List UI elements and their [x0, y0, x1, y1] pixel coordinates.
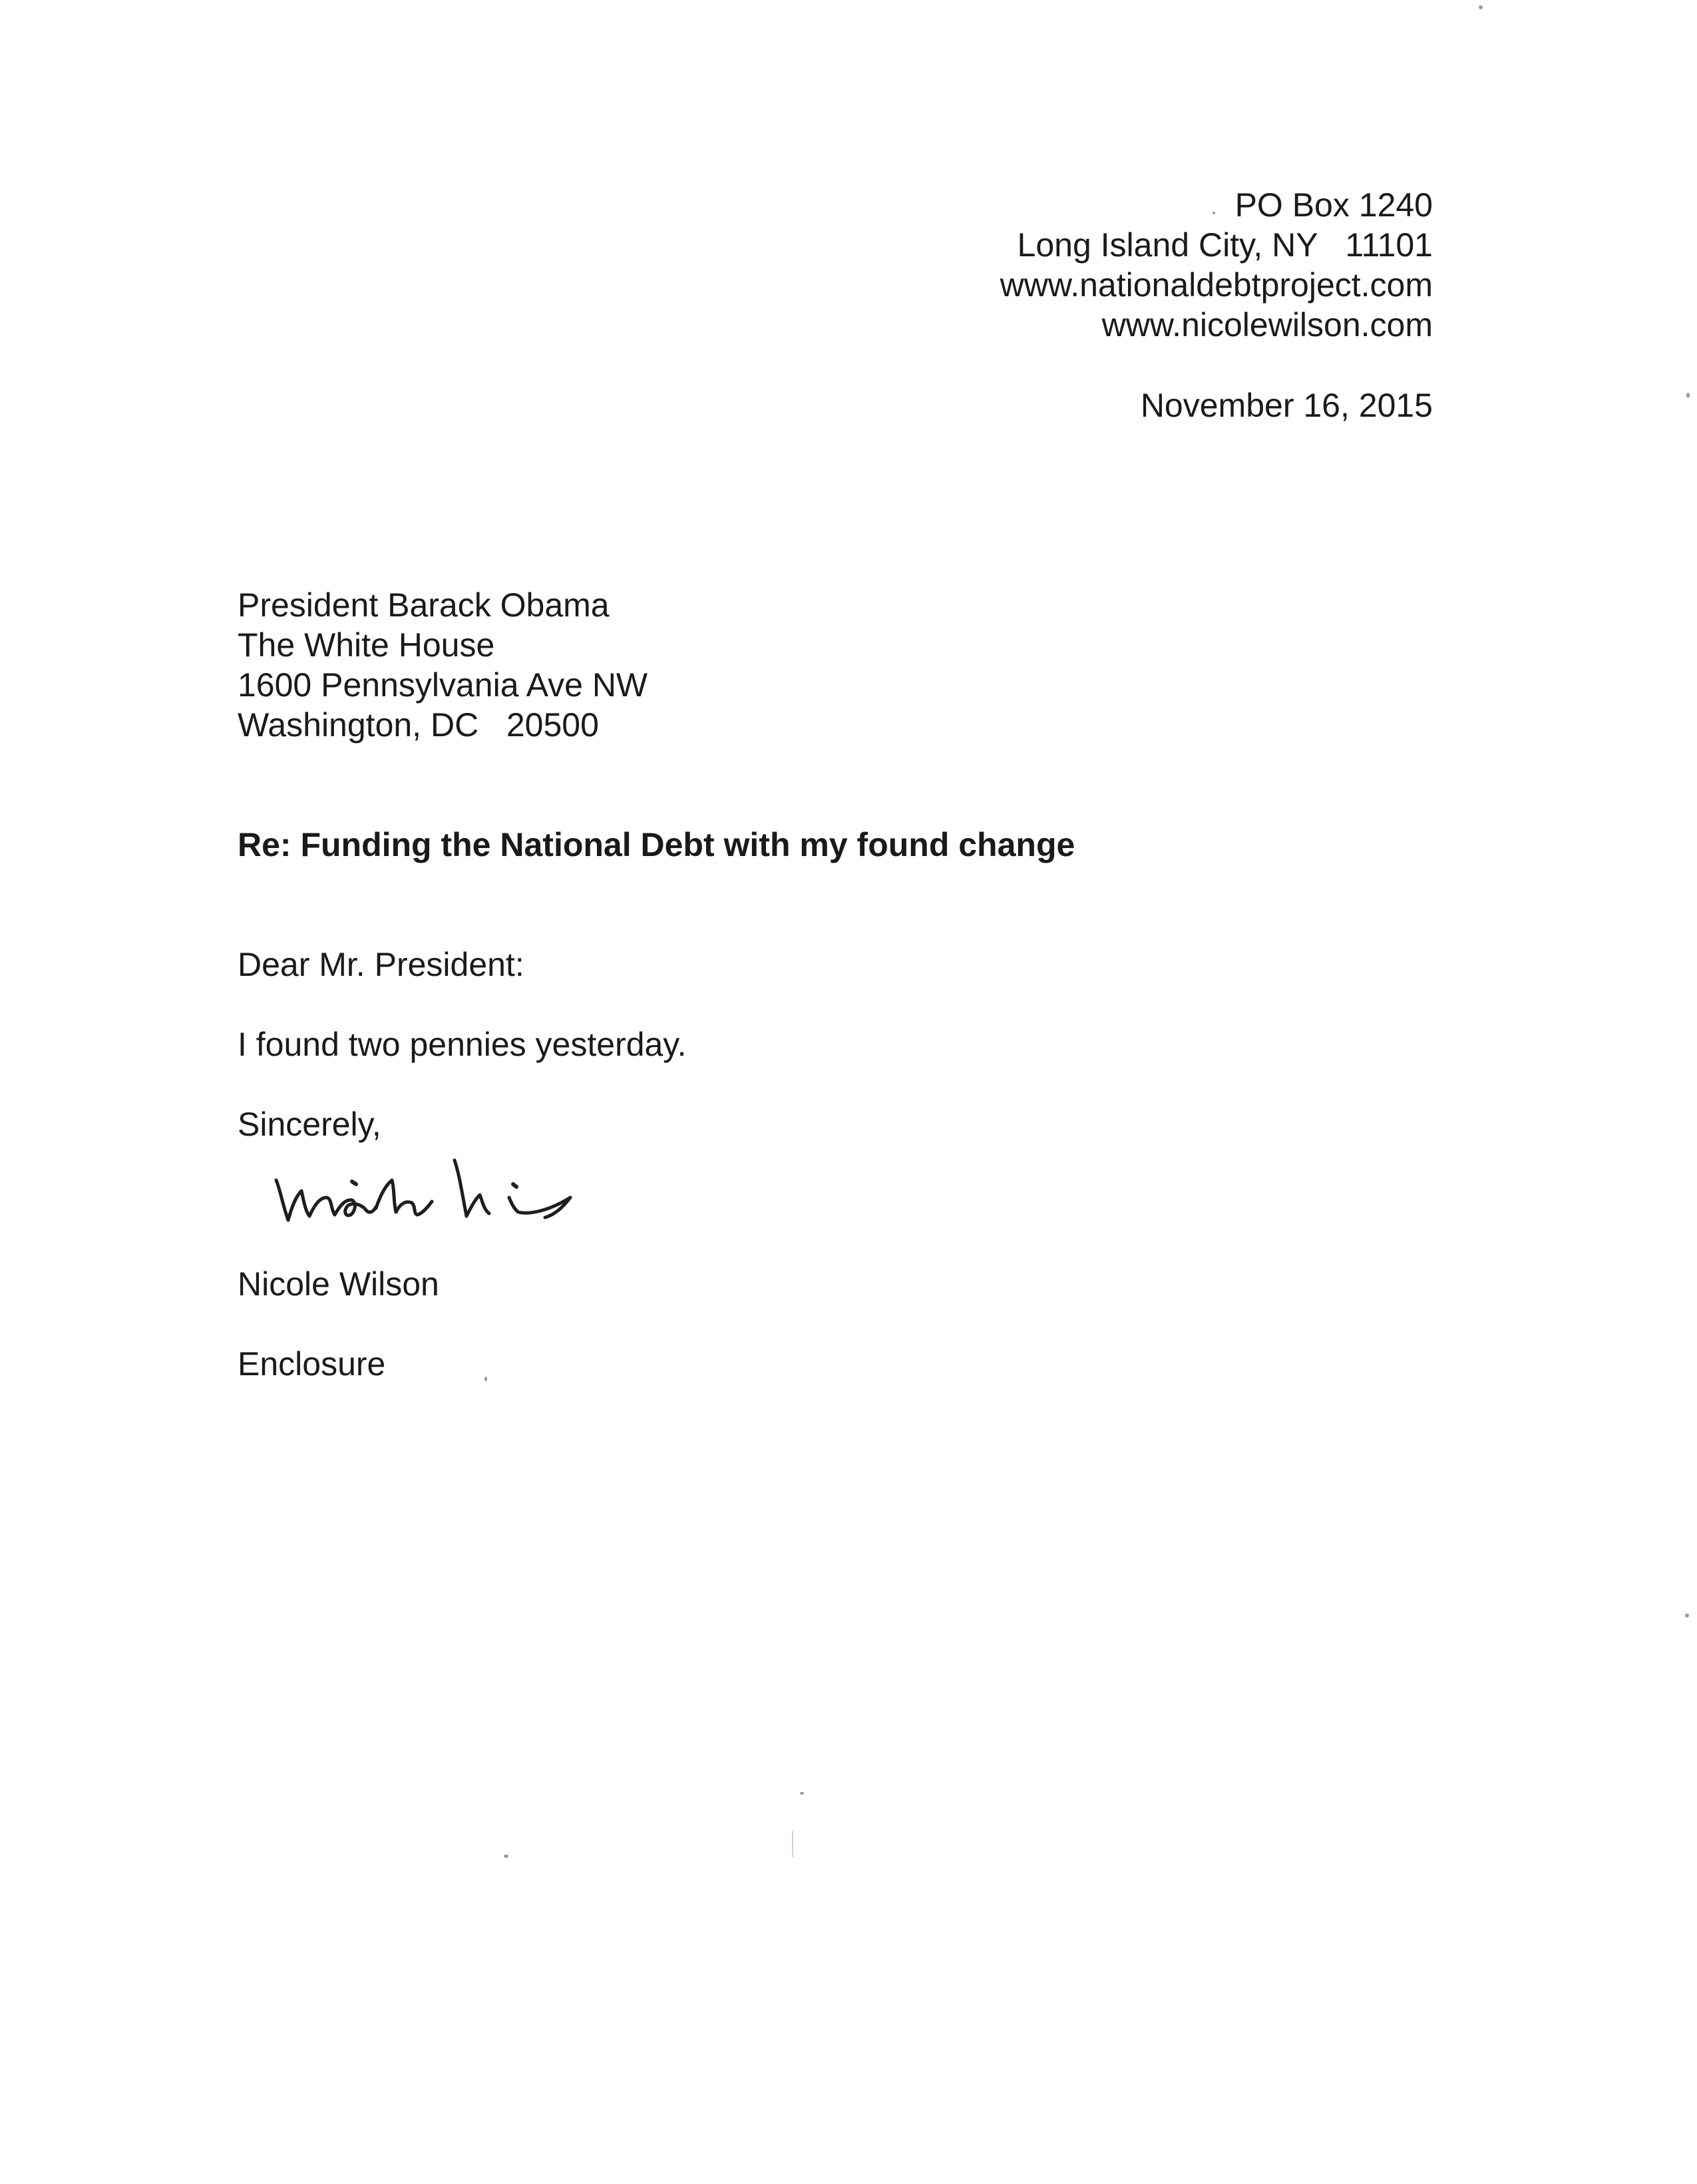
- sender-address-line2: Long Island City, NY 11101: [1017, 226, 1433, 264]
- scan-speck: [1685, 1614, 1689, 1618]
- scan-speck: [1686, 393, 1690, 398]
- scan-speck: [1479, 5, 1483, 9]
- scan-speck: [504, 1855, 508, 1858]
- letter-date: November 16, 2015: [1140, 387, 1433, 424]
- enclosure-notation: Enclosure: [238, 1345, 386, 1383]
- sender-website-2: www.nicolewilson.com: [1101, 306, 1433, 343]
- subject-line: Re: Funding the National Debt with my found change: [238, 826, 1075, 863]
- recipient-name: President Barack Obama: [238, 586, 610, 624]
- scan-speck: [484, 1377, 487, 1381]
- recipient-street: 1600 Pennsylvania Ave NW: [238, 666, 648, 704]
- closing: Sincerely,: [238, 1106, 381, 1143]
- scan-speck: [1213, 212, 1215, 214]
- signer-name: Nicole Wilson: [238, 1265, 439, 1303]
- recipient-city: Washington, DC 20500: [238, 706, 599, 744]
- scan-speck: [792, 1831, 793, 1857]
- salutation: Dear Mr. President:: [238, 946, 524, 983]
- recipient-org: The White House: [238, 626, 495, 664]
- sender-website-1: www.nationaldebtproject.com: [1000, 266, 1433, 304]
- scan-speck: [800, 1792, 804, 1795]
- handwritten-signature: [263, 1142, 609, 1248]
- letter-body: I found two pennies yesterday.: [238, 1026, 687, 1063]
- sender-address-line1: PO Box 1240: [1234, 186, 1433, 224]
